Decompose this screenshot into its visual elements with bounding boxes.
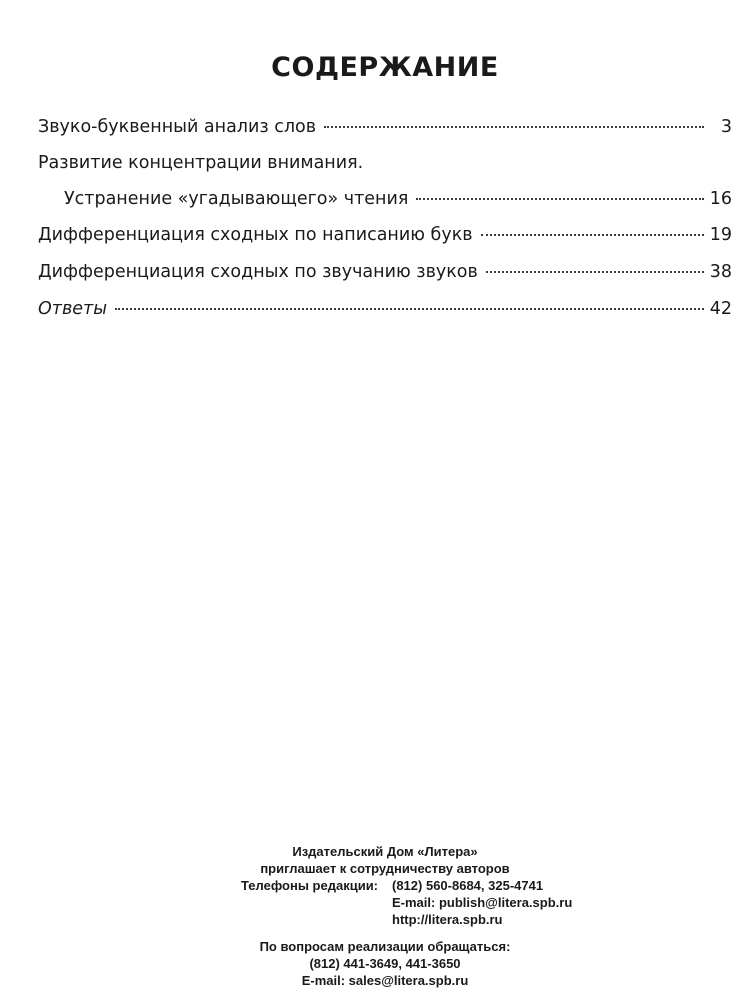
publisher-email-row (0, 894, 750, 911)
toc-entry-attention-development (38, 152, 732, 210)
publisher-info (0, 843, 750, 989)
toc-entry-title: Звуко-буквенный анализ слов (38, 117, 317, 137)
toc-entry-title: Ответы (38, 299, 108, 319)
sales-email: E-mail: sales@litera.spb.ru (301, 973, 469, 988)
publisher-invite: приглашает к сотрудничеству авторов (260, 861, 510, 876)
sales-phones: (812) 441-3649, 441-3650 (309, 956, 461, 971)
toc-page-number: 19 (709, 225, 732, 245)
toc-page-number: 42 (709, 299, 732, 319)
toc-page-number: 16 (709, 189, 732, 209)
page-title: СОДЕРЖАНИЕ (271, 52, 499, 83)
toc-entry-sound-letter-analysis (38, 116, 732, 138)
phones-label: Телефоны редакции: (241, 878, 379, 893)
toc-dot-leader (486, 271, 704, 273)
toc-entry-title-line2: Устранение «угадывающего» чтения (64, 189, 409, 209)
toc-entry-answers (38, 298, 732, 320)
toc-page-number: 38 (709, 262, 732, 282)
toc-entry-title: Дифференциация сходных по звучанию звуков (38, 262, 478, 282)
toc-entry-title-line1: Развитие концентрации внимания. (38, 153, 364, 173)
toc-entry-letters-differentiation (38, 224, 732, 246)
toc-dot-leader (481, 234, 704, 236)
sales-heading: По вопросам реализации обращаться: (259, 939, 511, 954)
publisher-email: E-mail: publish@litera.spb.ru (392, 895, 573, 910)
toc-dot-leader (324, 126, 704, 128)
table-of-contents (38, 112, 732, 320)
publisher-phones-row (0, 877, 750, 894)
toc-page-number: 3 (720, 117, 732, 137)
toc-entry-title: Дифференциация сходных по написанию букв (38, 225, 473, 245)
toc-entry-sounds-differentiation (38, 261, 732, 283)
publisher-website: http://litera.spb.ru (392, 912, 503, 927)
toc-dot-leader (115, 308, 704, 310)
publisher-website-row (0, 911, 750, 928)
phones-value: (812) 560-8684, 325-4741 (392, 878, 544, 893)
toc-dot-leader (416, 198, 703, 200)
publisher-name: Издательский Дом «Литера» (292, 844, 478, 859)
